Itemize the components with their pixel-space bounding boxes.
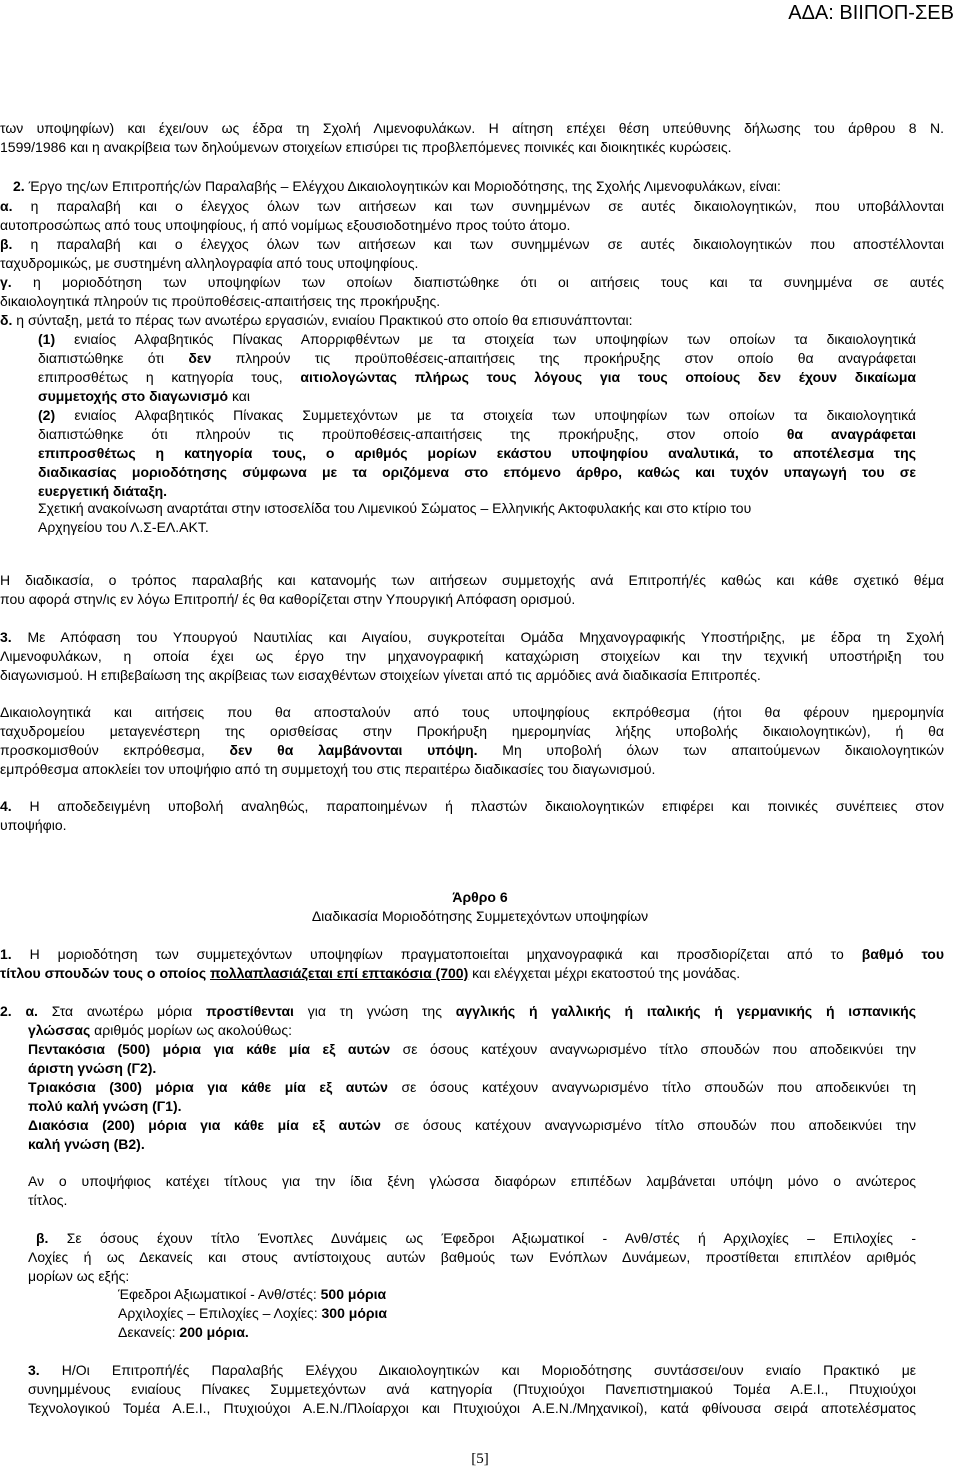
p2-b-letter: β. [0, 236, 13, 252]
b2-line-2 [28, 1135, 916, 1155]
item2-line-1 [38, 406, 916, 426]
p2-heading [13, 177, 953, 197]
a6-1-line-2 [0, 964, 944, 984]
p2-c-letter: γ. [0, 274, 12, 290]
final-text: Η/Οι Επιτροπή/ές Παραλαβής Ελέγχου Δικαιολογητικών και Μοριοδότησης συντάσσει/ουν ενιαίο Πρακτικό με [61, 1362, 917, 1378]
item2-l5: ευεργετική διάταξη. [38, 483, 168, 499]
docs-line-4: εμπρόθεσμα αποκλείει τον υποψήφιο από τη συμμετοχή του στις περαιτέρω διαδικασίες του διαγωνισμού. [0, 761, 656, 777]
p3-text: Με Απόφαση του Υπουργού Ναυτιλίας και Αιγαίου, συγκροτείται Ομάδα Μηχανογραφικής Υποστήριξης, με έδρα τη Σχολή [27, 629, 944, 645]
item1-not: δεν [188, 350, 212, 366]
item2-l2a: διαπιστώθηκε ότι πληρούν τις προϋποθέσεις-απαιτήσεις της προκήρυξης, στον οποίο [38, 426, 759, 442]
final-line-2: συνημμένους ενιαίους Πίνακες Συμμετεχόντων ανά κατηγορία (Πτυχιούχοι Πανεπιστημιακού Τομέα Α.Ε.Ι., Πτυχιούχοι [28, 1381, 916, 1397]
a6-1-l2a: τίτλου σπουδών τους ο οποίος [0, 965, 207, 981]
announce-line-2: Αρχηγείου του Λ.Σ-ΕΛ.ΑΚΤ. [38, 519, 209, 535]
announce-line-1: Σχετική ανακοίνωση αναρτάται στην ιστοσελίδα του Λιμενικού Σώματος – Ελληνικής Ακτοφυλακής και στο κτίριο του [38, 500, 752, 516]
item1-l4b: και [231, 388, 250, 404]
p2-d-text: η σύνταξη, μετά το πέρας των ανωτέρω εργασιών, ενιαίου Πρακτικού στο οποίο θα επισυνάπτονται: [16, 312, 633, 328]
p2-c-text: η μοριοδότηση των υποψηφίων των οποίων διαπιστώθηκε ότι οι αιτήσεις τους και τα συνημμένα σε αυτές [33, 274, 944, 290]
b2-c: καλή γνώση (Β2). [28, 1136, 145, 1152]
beta-text: Σε όσους έχουν τίτλο Ένοπλες Δυνάμεις ως Έφεδροι Αξιωματικοί - Ανθ/στές ή Αρχιλοχίες – Επιλοχίες - [66, 1230, 916, 1246]
a6-1-l1b: βαθμό του [861, 946, 945, 962]
a6-2-l2b: αριθμός μορίων ως ακολούθως: [94, 1022, 292, 1038]
multi-line-2: τίτλος. [28, 1192, 68, 1208]
beta-line-2: Λοχίες ή ως Δεκανείς και στους αντίστοιχους αυτών βαθμούς των Ενόπλων Δυνάμεων, προστίθεται επιπλέον αριθμός [28, 1249, 916, 1265]
page-number: [5] [471, 1451, 489, 1467]
item2-num: (2) [38, 407, 56, 423]
item1-line-3 [38, 368, 916, 388]
article-title: Διαδικασία Μοριοδότησης Συμμετεχόντων υποψηφίων [311, 908, 649, 924]
ada-stamp: ΑΔΑ: ΒΙΙΠΟΠ-ΣΕΒ [788, 2, 954, 24]
p2-d-line-1 [0, 311, 944, 331]
item1-num: (1) [38, 331, 56, 347]
p3-num: 3. [0, 629, 12, 645]
item1-text: ενιαίος Αλφαβητικός Πίνακας Απορριφθέντων με τα στοιχεία των υποψηφίων των οποίων τα δικαιολογητικά [74, 331, 917, 347]
rank-1-points: 500 μόρια [320, 1286, 387, 1302]
rank-row-3 [118, 1323, 818, 1343]
docs-l3a: προσκομισθούν εκπρόθεσμα, [0, 742, 205, 758]
g1-a: Τριακόσια (300) μόρια για κάθε μία εξ αυτών [28, 1079, 388, 1095]
a6-1-l2c: και ελέγχεται μέχρι εκατοστού της μονάδας. [472, 965, 741, 981]
g1-c: πολύ καλή γνώση (Γ1). [28, 1098, 182, 1114]
p4-num: 4. [0, 798, 12, 814]
p2-d-letter: δ. [0, 312, 13, 328]
beta-line-1 [28, 1229, 916, 1249]
final-line-1 [28, 1361, 916, 1381]
p3-line-3: διαγωνισμού. Η επιβεβαίωση της ακρίβειας των εισαχθέντων στοιχείων γίνεται από τις αρμόδιες ανά διαδικασία Επιτροπές. [0, 667, 761, 683]
p1-line-1: των υποψηφίων) και έχει/ουν ως έδρα τη Σχολή Λιμενοφυλάκων. Η αίτηση επέχει θέση υπεύθυνης δήλωσης του άρθρου 8 Ν. [0, 120, 944, 136]
a6-2-line-2 [28, 1021, 916, 1041]
a6-2-line-1 [0, 1002, 916, 1022]
b2-b: σε όσους κατέχουν αναγνωρισμένο τίτλο σπουδών που αποδεικνύει την [394, 1117, 916, 1133]
final-num: 3. [28, 1362, 40, 1378]
a6-2-l1a: Στα ανωτέρω μόρια [51, 1003, 193, 1019]
item1-l2a: διαπιστώθηκε ότι [38, 350, 165, 366]
a6-2-l2a: γλώσσας [28, 1022, 91, 1038]
p2-a-line-1 [0, 197, 944, 217]
g2-line-2 [28, 1059, 916, 1079]
item2-line-3 [38, 444, 916, 464]
p2-text: Έργο της/ων Επιτροπής/ών Παραλαβής – Ελέγχου Δικαιολογητικών και Μοριοδότησης, της Σχολής Λιμενοφυλάκων, είναι: [28, 178, 781, 194]
proc-line-1: Η διαδικασία, ο τρόπος παραλαβής και κατανομής των αιτήσεων συμμετοχής ανά Επιτροπή/ές καθώς και κάθε σχετικό θέμα [0, 572, 944, 588]
g1-line-2 [28, 1097, 916, 1117]
item1-line-4 [38, 387, 916, 407]
g2-c: άριστη γνώση (Γ2). [28, 1060, 157, 1076]
g2-b: σε όσους κατέχουν αναγνωρισμένο τίτλο σπουδών που αποδεικνύει την [402, 1041, 916, 1057]
item1-l2c: πληρούν τις προϋποθέσεις-απαιτήσεις της προκήρυξης στον οποίο θα αναγράφεται [235, 350, 916, 366]
p2-b-line-1 [0, 235, 944, 255]
a6-1-l1a: Η μοριοδότηση των συμμετεχόντων υποψηφίων πραγματοποιείται μηχανογραφικά και προσδιορίζεται από το [29, 946, 844, 962]
g1-line-1 [28, 1078, 916, 1098]
a6-1-num: 1. [0, 946, 12, 962]
item2-l4: διαδικασίας μοριοδότησης σύμφωνα με τα οριζόμενα στο επόμενο άρθρο, καθώς και τυχόν υπαγωγή του σε [38, 464, 916, 480]
rank-2-label: Αρχιλοχίες – Επιλοχίες – Λοχίες: [118, 1305, 318, 1321]
b2-line-1 [28, 1116, 916, 1136]
item1-line-2 [38, 349, 916, 369]
item1-l3a: επιπροσθέτως η κατηγορία τους, [38, 369, 283, 385]
final-line-3: Τεχνολογικού Τομέα Α.Ε.Ι., Πτυχιούχοι Α.Ε.Ν./Πλοίαρχοι και Πτυχιούχοι Α.Ε.Ν./Μηχανικοί), κατά φθίνουσα σειρά αποτελέσματος [28, 1400, 916, 1416]
p2-a-line-2: αυτοπροσώπως από τους υποψηφίους, ή από νομίμως εξουσιοδοτημένο προς τούτο άτομο. [0, 217, 571, 233]
proc-line-2: που αφορά στην/ις εν λόγω Επιτροπή/ ές θα καθορίζεται στην Υπουργική Απόφαση ορισμού. [0, 591, 576, 607]
rank-2-points: 300 μόρια [321, 1305, 388, 1321]
item2-l3: επιπροσθέτως η κατηγορία τους, ο αριθμός μορίων εκάστου υποψηφίου αναλυτικά, το αποτέλεσμα της [38, 445, 916, 461]
docs-line-2: ταχυδρομείου μεταγενέστερη της ορισθείσας στην Προκήρυξη ημερομηνίας λήξης υποβολής δικαιολογητικών), ή θα [0, 723, 944, 739]
multi-line-1: Αν ο υποψήφιος κατέχει τίτλους για την ίδια ξένη γλώσσα διαφόρων επιπέδων λαμβάνεται υπόψη μόνο ο ανώτερος [28, 1173, 916, 1189]
rank-1-label: Έφεδροι Αξιωματικοί - Ανθ/στές: [118, 1286, 317, 1302]
a6-1-line-1 [0, 945, 944, 965]
rank-3-label: Δεκανείς: [118, 1324, 176, 1340]
docs-line-1: Δικαιολογητικά και αιτήσεις που θα αποσταλούν από τους υποψηφίους εκπρόθεσμα (ήτοι θα φέρουν ημερομηνία [0, 704, 944, 720]
p2-c-line-2: δικαιολογητικά πληρούν τις προϋποθέσεις-απαιτήσεις της προκήρυξης. [0, 293, 441, 309]
item2-line-4 [38, 463, 916, 483]
p2-a-letter: α. [0, 198, 13, 214]
docs-l3c: Μη υποβολή όλων των απαιτούμενων δικαιολογητικών [502, 742, 945, 758]
p3-line-2: Λιμενοφυλάκων, η οποία έχει ως έργο την μηχανογραφική καταχώριση στοιχείων και την τεχνική υποστήριξη του [0, 648, 944, 664]
p1-line-2: 1599/1986 και η ανακρίβεια των δηλούμενων στοιχείων επισύρει τις προβλεπόμενες ποινικές και διοικητικές κυρώσεις. [0, 139, 732, 155]
g2-a: Πεντακόσια (500) μόρια για κάθε μία εξ αυτών [28, 1041, 391, 1057]
rank-row-2 [118, 1304, 818, 1324]
p2-a-text: η παραλαβή και ο έλεγχος όλων των αιτήσεων και των συνημμένων σε αυτές δικαιολογητικών, που υποβάλλονται [30, 198, 944, 214]
p3-line-1 [0, 628, 944, 648]
beta-line-3: μορίων ως εξής: [28, 1268, 130, 1284]
item1-l4a: συμμετοχής στο διαγωνισμό [38, 388, 229, 404]
a6-2-num: 2. α. [0, 1003, 38, 1019]
p2-b-text: η παραλαβή και ο έλεγχος όλων των αιτήσεων και των συνημμένων σε αυτές δικαιολογητικών που αποστέλλονται [30, 236, 944, 252]
item2-line-2 [38, 425, 916, 445]
g1-b: σε όσους κατέχουν αναγνωρισμένο τίτλο σπουδών που αποδεικνύει τη [401, 1079, 916, 1095]
p2-b-line-2: ταχυδρομικώς, με συστημένη αλληλογραφία από τους υποψηφίους. [0, 255, 419, 271]
a6-2-l1b: προστίθενται [205, 1003, 294, 1019]
docs-line-3 [0, 741, 944, 761]
p2-c-line-1 [0, 273, 944, 293]
p4-line-1 [0, 797, 944, 817]
a6-1-l2b: πολλαπλασιάζεται επί επτακόσια (700) [210, 965, 469, 981]
item2-l2b: θα αναγράφεται [786, 426, 917, 442]
item1-l3b: αιτιολογώντας πλήρως τους λόγους για τους οποίους δεν έχουν δικαίωμα [300, 369, 916, 385]
a6-2-l1c: για τη γνώση της [307, 1003, 442, 1019]
g2-line-1 [28, 1040, 916, 1060]
item2-text: ενιαίος Αλφαβητικός Πίνακας Συμμετεχόντων με τα στοιχεία των υποψηφίων των οποίων τα δικαιολογητικά [74, 407, 916, 423]
article-number: Άρθρο 6 [452, 889, 508, 905]
a6-2-l1d: αγγλικής ή γαλλικής ή ιταλικής ή γερμανικής ή ισπανικής [455, 1003, 917, 1019]
beta-letter: β. [36, 1230, 49, 1246]
p2-num: 2. [13, 178, 25, 194]
item1-line-1 [38, 330, 916, 350]
rank-3-points: 200 μόρια. [179, 1324, 249, 1340]
p4-line-2: υποψήφιο. [0, 817, 67, 833]
p4-text: Η αποδεδειγμένη υποβολή αναληθώς, παραποιημένων ή πλαστών δικαιολογητικών επιφέρει και ποινικές συνέπειες στον [29, 798, 944, 814]
docs-l3b: δεν θα λαμβάνονται υπόψη. [229, 742, 478, 758]
rank-row-1 [118, 1285, 818, 1305]
b2-a: Διακόσια (200) μόρια για κάθε μία εξ αυτών [28, 1117, 381, 1133]
